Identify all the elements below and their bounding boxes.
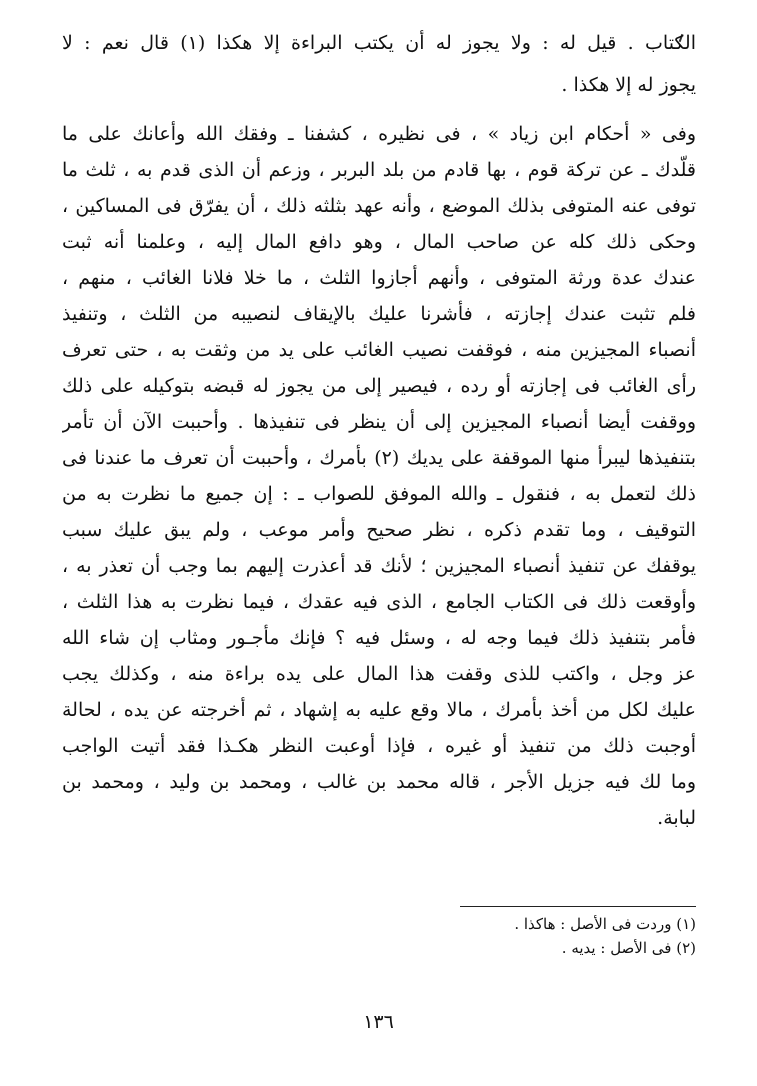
text-line: ذلك لتعمل به ، فنقول ـ والله الموفق للصواب ـ : إن جميع ما نظرت به من [62, 483, 696, 505]
page-number: ١٣٦ [363, 1011, 394, 1033]
text-line: أوجبت ذلك من تنفيذ أو غيره ، فإذا أوعبت النظر هكـذا فقد أتيت الواجب [62, 735, 696, 757]
text-line: بتنفيذها ليبرأ منها الموقفة على يديك (٢) بأمرك ، وأحببت أن تعرف ما عندنا فى [62, 447, 696, 469]
text-line: وحكى ذلك كله عن صاحب المال ، وهو دافع المال إليه ، وعلمنا أنه ثبت [62, 231, 696, 253]
text-line: لبابة. [657, 807, 696, 829]
footnote-divider [460, 906, 696, 907]
footnote-2: (٢) فى الأصل : يديه . [561, 939, 696, 957]
text-line: قلّدك ـ عن تركة قوم ، بها قادم من بلد البربر ، وزعم أن الذى قدم به ، ثلث ما [62, 159, 696, 181]
text-line: الكتاب . قيل له : ولا يجوز له أن يكتب البراءة إلا هكذا (١) قال نعم : لا [62, 32, 696, 54]
text-line: توفى عنه المتوفى بذلك الموضع ، وأنه عهد بثلثه ذلك ، أن يفرّق فى المساكين ، [62, 195, 696, 217]
text-line: فلم تثبت عندك إجازته ، فأشرنا عليك بالإيقاف لنصيبه من الثلث ، وتنفيذ [62, 303, 696, 325]
text-line: عندك عدة ورثة المتوفى ، وأنهم أجازوا الثلث ، ما خلا فلانا الغائب ، منهم ، [62, 267, 696, 289]
text-line: يوقفك عن تنفيذ أنصباء المجيزين ؛ لأنك قد أعذرت إليهم بما وجب أن تعذر به ، [62, 555, 696, 577]
text-line: رأى الغائب فى إجازته أو رده ، فيصير إلى من يجوز له قبضه بتوكيله على ذلك [62, 375, 696, 397]
text-line: التوقيف ، وما تقدم ذكره ، نظر صحيح وأمر موعب ، ولم يبق عليك سبب [62, 519, 696, 541]
text-line: يجوز له إلا هكذا . [561, 74, 696, 96]
text-line: فأمر بتنفيذ ذلك فيما وجه له ، وسئل فيه ؟ فإنك مأجـور ومثاب إن شاء الله [62, 627, 696, 649]
text-line: عليك لكل من أخذ بأمرك ، مالا وقع عليه به إشهاد ، ثم أخرجته عن يده ، لحالة [62, 699, 696, 721]
text-line: وما لك فيه جزيل الأجر ، قاله محمد بن غالب ، ومحمد بن وليد ، ومحمد بن [62, 771, 696, 793]
footnote-1: (١) وردت فى الأصل : هاكذا . [514, 915, 696, 933]
text-line: ووقفت أيضا أنصباء المجيزين إلى أن ينظر فى تنفيذها . وأحببت الآن أن تأمر [62, 411, 696, 433]
text-line: وأوقعت ذلك فى الكتاب الجامع ، الذى فيه عقدك ، فيما نظرت به هذا الثلث ، [62, 591, 696, 613]
text-line: أنصباء المجيزين منه ، فوقفت نصيب الغائب على يد من وثقت به ، حتى تعرف [62, 339, 696, 361]
text-line: وفى « أحكام ابن زياد » ، فى نظيره ، كشفنا ـ وفقك الله وأعانك على ما [62, 123, 696, 145]
text-line: عز وجل ، واكتب للذى وقفت هذا المال على يده براءة منه ، وكذلك يجب [62, 663, 696, 685]
